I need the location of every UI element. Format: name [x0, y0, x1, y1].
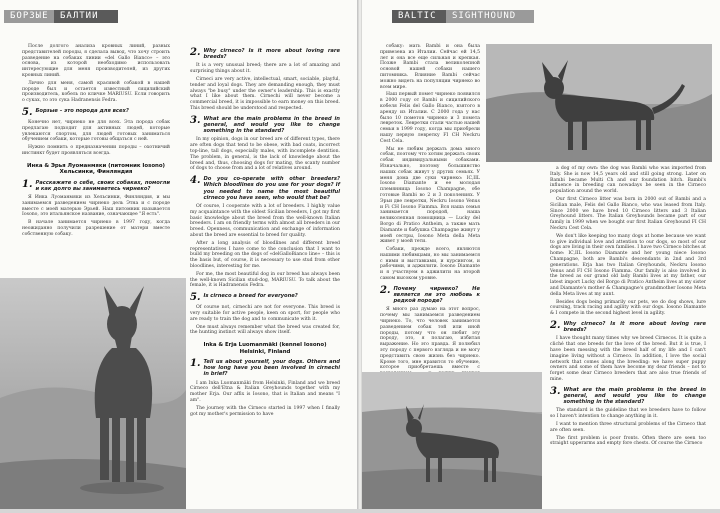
paragraph: We don't like keeping too many dogs at home because we want to give individual love and attention to our dogs, so most of our dogs are living in their own families. I have two Cirneco bitches at home: IC,IIL Iosono Diamante and her young niece Iosono Champagne, both are Bambi's descendants in 2nd and 3rd generations. Erja has two Italian Greyhounds, Neckru Iosono Venus and FI CH Iosono Fiamma. Our family is also involved in the breed as our grand old lady Bambi lives at my father, our latest import Lucky del Borgo di Pratico Antheim lives at my sister and Diamante's mother & Champagne's grandmother Iosono Meta della Meta lives at my aunt.: [550, 233, 706, 297]
dog-photo-left: [0, 278, 186, 509]
paragraph: Мы не любим держать дома много собак, поэтому что хотим держать своих собак индивидуальными собаками. Изначально, поэтому большинство наших собак живут у других семьях. У меня дома две суки чирнеко: IC,IIL Iosono Diamante и ее молодая племянница Iosono Champagne, обе готовые Bambi во 2 и 3 поколениях. У Эрьи две левретки, Neckru Iosono Venus и Fi CH Iosono Fiamma. Вся наша семья занимается породой, наша великолепная помощница — Lucky del Borgo di Pratico Antheim, а также мать Diamante и бабушка Champagne живут у моей сестры, Iosono Meta della Meta живет у моей тети.: [380, 146, 480, 245]
dog-photo-bottom-left: [362, 372, 542, 509]
paragraph: Я Инка Луоманмяки из Хельсинки, Финляндия, и мы занимаемся разведением чирнеко дель Этна и с породе вместе с моей матерью Эрьей. Наш питомник называется Iosono, это итальянское название, означающее "Я есть".: [22, 194, 170, 218]
question-heading: 4. Do you co-operate with other breeders? Which bloodlines do you use for your dogs? If you needed to name the most beautiful cirneco you have seen, who would that be?: [190, 175, 340, 201]
question-heading: 2. Why cirneco? Is it more about loving rare breeds?: [190, 47, 340, 61]
header-ru-part1: БОРЗЫЕ: [4, 10, 60, 23]
paragraph: One must always remember what the breed was created for, the hunting instinct will always show itself.: [190, 324, 340, 336]
paragraph: Нужно помнить о предназначении породы – охотничий инстинкт будет проявляться всегда.: [22, 145, 170, 156]
paragraph: In my opinion, dogs in our breed are of different types, there are often dogs that tend to be obese, with bad coats, incorrect top-line, tall dogs, especially males, with incomplete dentition. The problem, in general, is the lack of knowledge about the breed and, thus, choosing dogs for mating, the scanty number of dogs to choose from and a lot of relatives around.: [190, 137, 340, 172]
paragraph: I want to mention three structural problems of the Cirneco that are often seen.: [550, 421, 706, 433]
paragraph: The first problem is poor fronts. Often there are seen too straight upperarms and empty fore chests. Of course the Cirneco: [550, 435, 706, 447]
interview-title: Инка & Эрья Луоманмяки (питомник Iosono) Хельсинки, Финляндия: [26, 162, 166, 176]
paragraph: Of course, I cooperate with a lot of breeders. I highly value my acquaintance with the oldest Sicilian breeders, I got my first basic knowledge about the breed from the well-known Italian breeders. I am on friendly terms with almost all breeders in our breed. Openness, communication and exchange of information about the breed are essential to breed for quality.: [190, 203, 340, 238]
interview-title: Inka & Erja Luomanmäki (kennel Iosono) Helsinki, Finland: [203, 342, 327, 355]
paragraph: Besides dogs being primarily our pets, we do dog shows, lure coursing, track racing and agility with our dogs. Iosono Diamante & I compete in the second highest level in agility.: [550, 299, 706, 317]
header-en-part2: SIGHTHOUND: [446, 10, 534, 23]
paragraph: After a long analysis of bloodlines and different breed representatives I have come to the conclusion that I want to build my breeding on the dogs of «delGalloBianco line» – this is the basis but, of course, it is necessary to use stud from other bloodlines, interesting for me.: [190, 240, 340, 269]
dog-image: [362, 372, 542, 509]
paragraph: Лично для меня, самой красивой собакой в нашей породе был и остается известный сицилийский производитель, кобель по кличке MARIUSU. Если говорить о суках, то это сука Hadranensis Fedra.: [22, 80, 170, 104]
question-heading: 1. Tell us about yourself, your dogs. Others and how long have you been involved in cirnechi in brief?: [190, 357, 340, 378]
question-heading: 1. Расскажите о себе, своих собаках, помогли и как долго вы занимаетесь чирнеко?: [22, 178, 170, 192]
paragraph: В начале занимается чирнеко в 1997 году, когда неожиданно получили разрешение от матери вместе собственную собаку.: [22, 220, 170, 237]
question-heading: 3. What are the main problems in the breed in general, and would you like to change something in the standard?: [550, 385, 706, 406]
left-column-ru: [380, 44, 480, 371]
paragraph: It is a very unusual breed; there are a lot of amazing and surprising things about it.: [190, 63, 340, 75]
paragraph: Of course not, cirnechi are not for everyone. This breed is very suitable for active people, keen on sport, for people who are ready to train the dog and to communicate with it.: [190, 305, 340, 322]
header-en-part1: BALTIC: [392, 10, 452, 23]
question-heading: 5. Is cirneco a breed for everyone?: [190, 292, 298, 304]
question-heading: 5. Борзые – это порода для всех?: [22, 106, 129, 118]
left-page: [0, 0, 358, 509]
dog-image: [0, 278, 186, 509]
paragraph: I am Inka Luomanmäki from Helsinki, Finland and we breed Cirneco dell'Etna & Italian Greyhounds together with my mother Erja. Our affix is Iosono, that is Italian and means "I am".: [190, 380, 340, 403]
right-page: [362, 0, 720, 509]
paragraph: Cirneci are very active, intellectual, smart, sociable, playful, tender and loyal dogs. They are demanding enough, they must always "be busy" under the owner's leadership. This is exactly what I like about them. Cirnechi will never become a commercial breed, it is impossible to earn money on this breed. This breed should be understood and respected.: [190, 77, 340, 111]
paragraph: Я много раз думаю на этот вопрос, почему мы занимаемся разведением чирнеко. То, что человек занимается разведением собак той или иной породы, потому что он любит эту породу, это, я полагаю, избитая выражение. Но это правда. Я полюбил эту породу с первого взгляда и не могу представить свою жизнь без чирнеко. Кроме того, мне нравится то обучение, которое приобретаешь вместе с: [380, 307, 480, 371]
paragraph: Our first Cirneco litter was born in 2000 out of Bambi and a Sicilian male, Felis del Gallo Bianco, who was leased from Italy. Since 2000 we have bred 10 Cirneco litters and 3 Italian Greyhound litters. The Italian Greyhounds became part of our family in 1999 when we bought our first Italian Greyhound FI CH Neckru Cest Cela.: [550, 196, 706, 231]
dog-image: [486, 44, 712, 162]
paragraph: Конечно нет, чирнеко не для всех. Эта порода собак предлагаю подходит для активных людей, которые увлекаются спортом, для людей готовых заниматься обучением собаки, которые готовы общаться с ней.: [22, 119, 170, 143]
header-ru-part2: БАЛТИИ: [54, 10, 118, 23]
right-column-en: [550, 166, 706, 506]
left-column-ru: [22, 44, 170, 282]
question-heading: 2. Why cirneco? Is it more about loving rare breeds?: [550, 319, 706, 334]
paragraph: The standard is the guideline that we breeders have to follow so I haven't intention to change anything in it.: [550, 408, 706, 420]
paragraph: собаку: мать Bambi и она была привезена из Италии. Сейчас ей 14,5 лет и она все еще сильная и крепкая. Позже Bambi стала великолепной основой нашей собаки нашего питомника. Влияние Bambi сейчас можно видеть на популяции чирнеко во всем мире.: [380, 44, 480, 90]
paragraph: The journey with the Cirneco started in 1997 when I finally got my mother's permission to have: [190, 405, 340, 417]
paragraph: Наш первый помет чирнеко появился в 2000 году от Bambi и сицилийского кобеля Felis del Gallo Bianco, взятого в аренду из Италии. С 2000 года у нас было 10 пометов чирнеко и 3 помета левреток. Левретки стали частью нашей семьи в 1999 году, когда мы приобрели нашу первую левретку FI CH Neckru Cest Cela.: [380, 92, 480, 144]
question-heading: 3. What are the main problems in the breed in general, and would you like to change something in the standard?: [190, 114, 340, 135]
paragraph: For me, the most beautiful dog in our breed has always been the well-known Sicilian stud-dog, MARIUSU. To talk about the female, it is Hadranensis Fedra.: [190, 271, 340, 289]
paragraph: a dog of my own: the dog was Bambi who was imported from Italy. She is now 14,5 years old and still going strong. Later on Bambi became Multi Ch and our foundation bitch. Bambi's influence in breeding can nowadays be seen in the Cirneco population around the world.: [550, 166, 706, 195]
paragraph: Собаки, прежде всего, являются нашими любимцами, но мы занимаемся с ними и выставками, и курсингом, и рабочими, и аджилити. Iosono Diamante и я участвуем в аджилити на второй самом высоком уровне.: [380, 247, 480, 282]
question-heading: 2. Почему чирнеко? Не является ли это любовь к редкой породе?: [380, 284, 480, 305]
paragraph: I have thought many times why we breed Cirnecos. It is quite a cliché that one breeds for the love of the breed. But it is true, I have been messing with the breed half of my life and I can't imagine living without a Cirneco. In addition, I love the social network that comes along the breeding: we have super puppy owners and some of them have become my dear friends – not to forget some dear Cirneco breeders that are also true friends of mine.: [550, 336, 706, 382]
dog-photo-top-right: [486, 44, 712, 162]
paragraph: После долгого анализа кровных линий, разных представителей породы, я сделала вывод, что хочу строить разведение на собаках линии «del Gallo Bianco» – это основа, из которой необходимо использовать интересующие для меня производителей, из других кровных линий.: [22, 44, 170, 78]
right-column-en: [190, 44, 340, 506]
